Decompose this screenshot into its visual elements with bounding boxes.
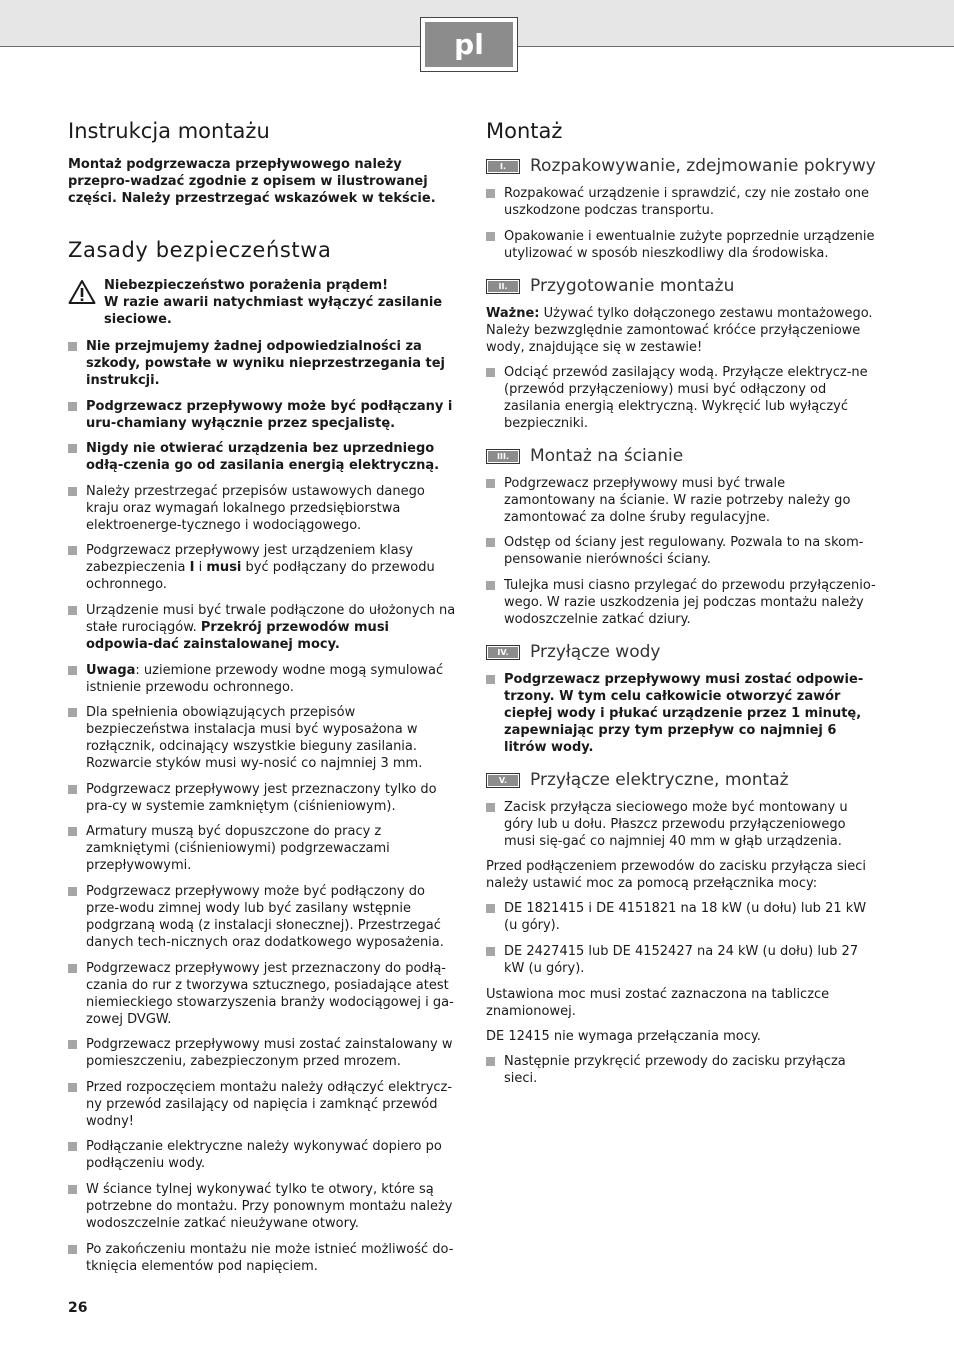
bullet-square-icon [486, 904, 495, 913]
section-heading-2 [486, 276, 878, 297]
bullet-square-icon [486, 803, 495, 812]
list-item: Tulejka musi ciasno przylegać do przewodu przyłączenio-wego. W razie uszkodzenia jej podczas montażu należy wodoszczelnie zatkać dziury. [486, 577, 878, 628]
warning-line-2: W razie awarii natychmiast wyłączyć zasilanie sieciowe. [104, 295, 443, 327]
bullet-square-icon [68, 402, 77, 411]
safety-list [68, 338, 458, 1275]
list-item: Podgrzewacz przepływowy jest urządzeniem klasy zabezpieczenia I i musi być podłączany do przewodu ochronnego. [68, 542, 458, 593]
bullet-square-icon [486, 947, 495, 956]
list-item: W ściance tylnej wykonywać tylko te otwory, które są potrzebne do montażu. Przy ponownym montażu należy wodoszczelnie zatkać nieużywane otwory. [68, 1181, 458, 1232]
section-heading-3 [486, 446, 878, 467]
bullet-square-icon [68, 708, 77, 717]
list-item: DE 2427415 lub DE 4152427 na 24 kW (u dołu) lub 27 kW (u góry). [486, 943, 878, 977]
section-heading-1 [486, 156, 878, 177]
bullet-square-icon [486, 189, 495, 198]
section-list [486, 799, 878, 850]
warning-triangle-icon [68, 277, 104, 328]
section-list [486, 185, 878, 262]
intro-text: Montaż podgrzewacza przepływowego należy przepro-wadzać zgodnie z opisem w ilustrowanej części. Należy przestrzegać wskazówek w tekście. [68, 157, 436, 206]
section-title: Przygotowanie montażu [530, 275, 735, 296]
list-item: Następnie przykręcić przewody do zacisku przyłącza sieci. [486, 1053, 878, 1087]
bullet-square-icon [486, 368, 495, 377]
section-badge: III. [486, 449, 520, 464]
section-list [486, 475, 878, 628]
bullet-square-icon [68, 342, 77, 351]
section-title: Przyłącze wody [530, 641, 661, 662]
bullet-square-icon [68, 666, 77, 675]
list-item: Dla spełnienia obowiązujących przepisów bezpieczeństwa instalacja musi być wyposażona w rozłącznik, odcinający wszystkie bieguny zasilania. Rozwarcie styków musi wy-nosić co najmniej 3 mm. [68, 704, 458, 772]
bullet-square-icon [68, 444, 77, 453]
bullet-square-icon [486, 538, 495, 547]
list-item: Podgrzewacz przepływowy jest przeznaczony tylko do pra-cy w systemie zamkniętym (ciśnieniowym). [68, 781, 458, 815]
language-code: pl [425, 22, 513, 67]
section-list [486, 1053, 878, 1087]
list-item: Podłączanie elektryczne należy wykonywać dopiero po podłączeniu wody. [68, 1138, 458, 1172]
list-item: Opakowanie i ewentualnie zużyte poprzednie urządzenie utylizować w sposób nieszkodliwy dla środowiska. [486, 228, 878, 262]
list-item: Rozpakować urządzenie i sprawdzić, czy nie zostało one uszkodzone podczas transportu. [486, 185, 878, 219]
safety-title: Zasady bezpieczeństwa [68, 238, 332, 262]
list-item: Po zakończeniu montażu nie może istnieć możliwość do-tknięcia elementów pod napięciem. [68, 1241, 458, 1275]
bullet-square-icon [68, 785, 77, 794]
paragraph: Ustawiona moc musi zostać zaznaczona na tabliczce znamionowej. [486, 986, 830, 1019]
list-item: DE 1821415 i DE 4151821 na 18 kW (u dołu) lub 21 kW (u góry). [486, 900, 878, 934]
warning-block [68, 277, 458, 328]
bullet-square-icon [68, 1185, 77, 1194]
bullet-square-icon [68, 606, 77, 615]
list-item: Armatury muszą być dopuszczone do pracy z zamkniętymi (ciśnieniowymi) podgrzewaczami przepływowymi. [68, 823, 458, 874]
bullet-square-icon [486, 1057, 495, 1066]
section-title: Montaż na ścianie [530, 445, 684, 466]
list-item: Uwaga: uziemione przewody wodne mogą symulować istnienie przewodu ochronnego. [68, 662, 458, 696]
list-item: Podgrzewacz przepływowy może być podłączany i uru-chamiany wyłącznie przez specjalistę. [68, 398, 458, 432]
list-item: Urządzenie musi być trwale podłączone do ułożonych na stałe rurociągów. Przekrój przewodów musi odpowia-dać zainstalowanej mocy. [68, 602, 458, 653]
section-heading-4 [486, 642, 878, 663]
list-item: Nigdy nie otwierać urządzenia bez uprzedniego odłą-czenia go od zasilania energią elektryczną. [68, 440, 458, 474]
bullet-square-icon [486, 479, 495, 488]
list-item: Podgrzewacz przepływowy musi być trwale zamontowany na ścianie. W razie potrzeby należy go zamontować za dolne śruby regulacyjne. [486, 475, 878, 526]
right-column [486, 118, 878, 1095]
bullet-square-icon [68, 1245, 77, 1254]
bullet-square-icon [68, 546, 77, 555]
section-list [486, 671, 878, 756]
bullet-square-icon [68, 887, 77, 896]
bullet-square-icon [68, 1083, 77, 1092]
list-item: Przed rozpoczęciem montażu należy odłączyć elektrycz-ny przewód zasilający od napięcia i zamknąć przewód wodny! [68, 1079, 458, 1130]
list-item: Podgrzewacz przepływowy może być podłączony do prze-wodu zimnej wody lub być zasilany wstępnie podgrzaną wodą (z instalacji słonecznej). Przestrzegać danych tech-nicznych oraz dodatkowego wyposażenia. [68, 883, 458, 951]
section-list [486, 900, 878, 977]
intro-title: Instrukcja montażu [68, 119, 270, 143]
note-paragraph: Ważne: Używać tylko dołączonego zestawu montażowego. Należy bezwzględnie zamontować króćce przyłączeniowe wody, znajdujące się w zestawie! [486, 305, 873, 355]
warning-text [104, 277, 458, 328]
section-badge: IV. [486, 645, 520, 660]
list-item: Podgrzewacz przepływowy musi zostać zainstalowany w pomieszczeniu, zabezpieczonym przed mrozem. [68, 1036, 458, 1070]
montaz-title: Montaż [486, 119, 563, 143]
left-column [68, 118, 458, 1283]
list-item: Zacisk przyłącza sieciowego może być montowany u góry lub u dołu. Płaszcz przewodu przyłączeniowego musi się-gać co najmniej 40 mm w głąb urządzenia. [486, 799, 878, 850]
section-badge: I. [486, 159, 520, 174]
list-item: Odciąć przewód zasilający wodą. Przyłącze elektrycz-ne (przewód przyłączeniowy) musi być odłączony od zasilania energią elektryczną. Wykręcić lub wyłączyć bezpieczniki. [486, 364, 878, 432]
section-badge: V. [486, 773, 520, 788]
page-number: 26 [68, 1300, 88, 1316]
bullet-square-icon [486, 232, 495, 241]
bullet-square-icon [486, 675, 495, 684]
bullet-square-icon [68, 827, 77, 836]
paragraph: Przed podłączeniem przewodów do zacisku przyłącza sieci należy ustawić moc za pomocą przełącznika mocy: [486, 859, 867, 892]
bullet-square-icon [68, 964, 77, 973]
list-item: Odstęp od ściany jest regulowany. Pozwala to na skom-pensowanie nierówności ściany. [486, 534, 878, 568]
section-badge: II. [486, 279, 520, 294]
list-item: Należy przestrzegać przepisów ustawowych danego kraju oraz wymagań lokalnego przedsiębiorstwa elektroenerge-tycznego i wodociągowego. [68, 483, 458, 534]
list-item: Podgrzewacz przepływowy musi zostać odpowie-trzony. W tym celu całkowicie otworzyć zawór ciepłej wody i płukać urządzenie przez 1 minutę, zapewniając przy tym przepływ co najmniej 6 litrów wody. [486, 671, 878, 756]
section-title: Rozpakowywanie, zdejmowanie pokrywy [530, 156, 876, 176]
language-tab [420, 17, 518, 72]
bullet-square-icon [486, 581, 495, 590]
paragraph: DE 12415 nie wymaga przełączania mocy. [486, 1028, 761, 1044]
section-heading-5 [486, 770, 878, 791]
bullet-square-icon [68, 487, 77, 496]
list-item: Nie przejmujemy żadnej odpowiedzialności za szkody, powstałe w wyniku nieprzestrzegania tej instrukcji. [68, 338, 458, 389]
bullet-square-icon [68, 1040, 77, 1049]
section-list [486, 364, 878, 432]
warning-line-1: Niebezpieczeństwo porażenia prądem! [104, 278, 389, 293]
list-item: Podgrzewacz przepływowy jest przeznaczony do podłą-czania do rur z tworzywa sztucznego, posiadające atest niemieckiego stowarzyszenia branży wodociągowej i ga-zowej DVGW. [68, 960, 458, 1028]
bullet-square-icon [68, 1142, 77, 1151]
section-title: Przyłącze elektryczne, montaż [530, 769, 789, 790]
